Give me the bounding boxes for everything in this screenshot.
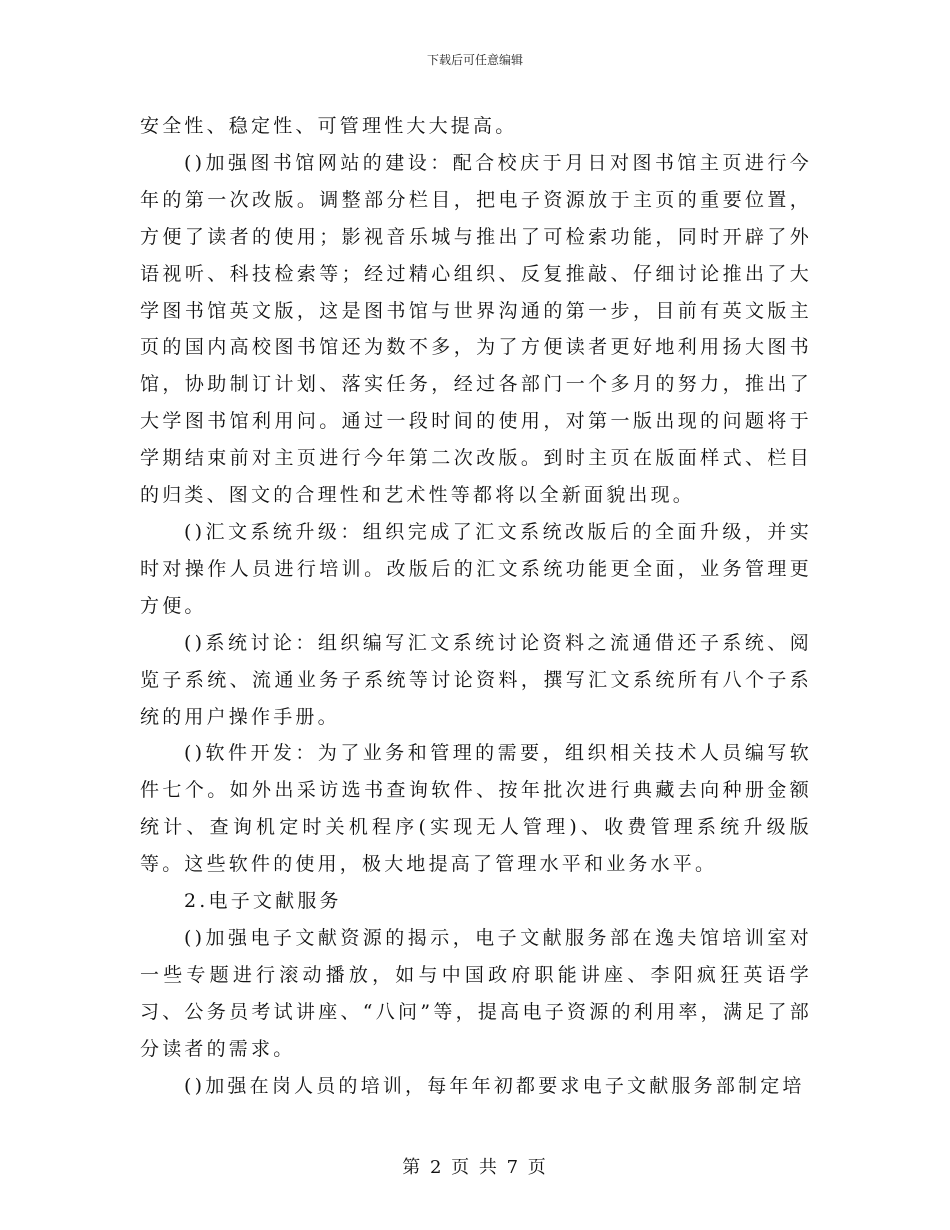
paragraph-1: 安全性、稳定性、可管理性大大提高。 <box>140 115 518 137</box>
page-footer: 第 2 页 共 7 页 <box>402 1157 548 1178</box>
paragraph-6: ()加强电子文献资源的揭示，电子文献服务部在逸夫馆培训室对一些专题进行滚动播放，如与中国政府职能讲座、李阳疯狂英语学习、公务员考试讲座、“八问”等，提高电子资源的利用率，满足了部分读者的需求。 <box>140 926 812 1060</box>
paragraph-5: ()软件开发：为了业务和管理的需要，组织相关技术人员编写软件七个。如外出采访选书查询软件、按年批次进行典藏去向种册金额统计、查询机定时关机程序(实现无人管理)、收费管理系统升级版等。这些软件的使用，极大地提高了管理水平和业务水平。 <box>140 742 812 876</box>
paragraph-7: ()加强在岗人员的培训，每年年初都要求电子文献服务部制定培 <box>184 1074 805 1097</box>
paragraph-3: ()汇文系统升级：组织完成了汇文系统改版后的全面升级，并实时对操作人员进行培训。改版后的汇文系统功能更全面，业务管理更方便。 <box>140 520 812 617</box>
page-header: 下载后可任意编辑 <box>426 53 523 67</box>
section-heading: 2.电子文献服务 <box>184 890 342 913</box>
document-body <box>140 108 812 1104</box>
paragraph-4: ()系统讨论：组织编写汇文系统讨论资料之流通借还子系统、阅览子系统、流通业务子系统等讨论资料，撰写汇文系统所有八个子系统的用户操作手册。 <box>140 631 812 728</box>
paragraph-2: ()加强图书馆网站的建设：配合校庆于月日对图书馆主页进行今年的第一次改版。调整部分栏目，把电子资源放于主页的重要位置，方便了读者的使用；影视音乐城与推出了可检索功能，同时开辟了外语视听、科技检索等；经过精心组织、反复推敲、仔细讨论推出了大学图书馆英文版，这是图书馆与世界沟通的第一步，目前有英文版主页的国内高校图书馆还为数不多，为了方便读者更好地利用扬大图书馆，协助制订计划、落实任务，经过各部门一个多月的努力，推出了大学图书馆利用问。通过一段时间的使用，对第一版出现的问题将于学期结束前对主页进行今年第二次改版。到时主页在版面样式、栏目的归类、图文的合理性和艺术性等都将以全新面貌出现。 <box>140 151 812 507</box>
